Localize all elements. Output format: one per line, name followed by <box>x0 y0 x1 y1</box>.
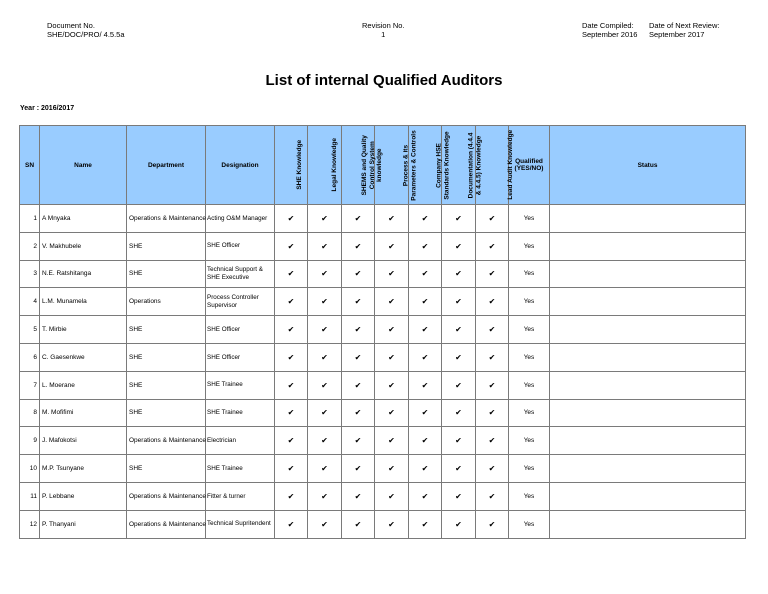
date-compiled-label: Date Compiled: <box>582 21 634 30</box>
check-icon: ✔ <box>375 399 409 427</box>
row-department: SHE <box>127 232 206 260</box>
check-icon: ✔ <box>275 288 308 316</box>
row-designation: SHE Officer <box>206 316 275 344</box>
col-process-parameters: Process & its Parameters & Controls <box>375 126 409 205</box>
table-row <box>20 232 746 260</box>
check-icon: ✔ <box>375 510 409 538</box>
check-icon: ✔ <box>308 510 342 538</box>
col-she-knowledge: SHE Knowledge <box>275 126 308 205</box>
check-icon: ✔ <box>308 232 342 260</box>
row-name: M.P. Tsunyane <box>40 455 127 483</box>
row-status <box>550 232 746 260</box>
row-name: L. Moerane <box>40 371 127 399</box>
check-icon: ✔ <box>308 427 342 455</box>
check-icon: ✔ <box>275 371 308 399</box>
row-name: V. Makhubele <box>40 232 127 260</box>
check-icon: ✔ <box>342 455 375 483</box>
check-icon: ✔ <box>442 482 476 510</box>
check-icon: ✔ <box>442 343 476 371</box>
check-icon: ✔ <box>275 427 308 455</box>
row-qualified: Yes <box>509 288 550 316</box>
row-qualified: Yes <box>509 371 550 399</box>
row-sn: 2 <box>20 232 40 260</box>
check-icon: ✔ <box>409 427 442 455</box>
row-status <box>550 205 746 233</box>
check-icon: ✔ <box>409 343 442 371</box>
row-status <box>550 482 746 510</box>
document-number-value: SHE/DOC/PRO/ 4.5.5a <box>47 30 125 39</box>
next-review-value: September 2017 <box>649 30 705 39</box>
row-designation: Technical Supritendent <box>206 510 275 538</box>
check-icon: ✔ <box>308 288 342 316</box>
check-icon: ✔ <box>375 343 409 371</box>
check-icon: ✔ <box>275 232 308 260</box>
check-icon: ✔ <box>476 316 509 344</box>
table-row <box>20 260 746 288</box>
check-icon: ✔ <box>342 399 375 427</box>
row-status <box>550 343 746 371</box>
check-icon: ✔ <box>442 399 476 427</box>
row-department: SHE <box>127 399 206 427</box>
revision-label: Revision No. <box>362 21 405 30</box>
row-department: Operations & Maintenance <box>127 427 206 455</box>
row-sn: 3 <box>20 260 40 288</box>
check-icon: ✔ <box>409 371 442 399</box>
row-designation: SHE Trainee <box>206 371 275 399</box>
row-sn: 12 <box>20 510 40 538</box>
check-icon: ✔ <box>342 510 375 538</box>
row-department: Operations <box>127 288 206 316</box>
row-qualified: Yes <box>509 316 550 344</box>
check-icon: ✔ <box>308 399 342 427</box>
check-icon: ✔ <box>476 232 509 260</box>
col-department: Department <box>127 126 206 205</box>
row-name: N.E. Ratshitanga <box>40 260 127 288</box>
check-icon: ✔ <box>342 288 375 316</box>
row-name: P. Thanyani <box>40 510 127 538</box>
check-icon: ✔ <box>442 316 476 344</box>
row-sn: 8 <box>20 399 40 427</box>
revision-value: 1 <box>381 30 386 39</box>
row-sn: 10 <box>20 455 40 483</box>
row-designation: Fitter & turner <box>206 482 275 510</box>
row-qualified: Yes <box>509 343 550 371</box>
row-qualified: Yes <box>509 205 550 233</box>
row-status <box>550 427 746 455</box>
row-department: Operations & Maintenance <box>127 510 206 538</box>
row-status <box>550 399 746 427</box>
col-designation: Designation <box>206 126 275 205</box>
date-block <box>582 21 719 39</box>
col-legal-knowledge: Legal Knowledge <box>308 126 342 205</box>
auditors-table <box>19 125 746 539</box>
check-icon: ✔ <box>476 205 509 233</box>
check-icon: ✔ <box>476 510 509 538</box>
check-icon: ✔ <box>476 260 509 288</box>
check-icon: ✔ <box>476 399 509 427</box>
col-status: Status <box>550 126 746 205</box>
row-qualified: Yes <box>509 427 550 455</box>
check-icon: ✔ <box>409 455 442 483</box>
table-header-row <box>20 126 746 205</box>
row-designation: Process Controller Supervisor <box>206 288 275 316</box>
row-status <box>550 455 746 483</box>
row-name: T. Mirbie <box>40 316 127 344</box>
check-icon: ✔ <box>442 232 476 260</box>
row-department: SHE <box>127 316 206 344</box>
check-icon: ✔ <box>342 260 375 288</box>
table-row <box>20 205 746 233</box>
row-designation: SHE Officer <box>206 343 275 371</box>
table-row <box>20 427 746 455</box>
row-name: A Mnyaka <box>40 205 127 233</box>
check-icon: ✔ <box>442 371 476 399</box>
row-department: SHE <box>127 455 206 483</box>
row-sn: 6 <box>20 343 40 371</box>
col-shems-knowledge: SHEMS and Quality Control System knowledge <box>342 126 375 205</box>
row-status <box>550 260 746 288</box>
date-compiled-value: September 2016 <box>582 30 638 39</box>
check-icon: ✔ <box>342 482 375 510</box>
check-icon: ✔ <box>375 371 409 399</box>
check-icon: ✔ <box>476 455 509 483</box>
row-qualified: Yes <box>509 399 550 427</box>
table-row <box>20 343 746 371</box>
table-row <box>20 316 746 344</box>
row-qualified: Yes <box>509 260 550 288</box>
col-name: Name <box>40 126 127 205</box>
check-icon: ✔ <box>308 343 342 371</box>
table-row <box>20 288 746 316</box>
check-icon: ✔ <box>342 232 375 260</box>
row-sn: 1 <box>20 205 40 233</box>
check-icon: ✔ <box>442 260 476 288</box>
check-icon: ✔ <box>375 482 409 510</box>
row-qualified: Yes <box>509 455 550 483</box>
check-icon: ✔ <box>409 482 442 510</box>
row-department: SHE <box>127 371 206 399</box>
col-lead-audit: Lead Audit Knowledge <box>476 126 509 205</box>
check-icon: ✔ <box>275 316 308 344</box>
check-icon: ✔ <box>275 482 308 510</box>
revision-block <box>362 21 405 39</box>
check-icon: ✔ <box>409 205 442 233</box>
check-icon: ✔ <box>308 482 342 510</box>
col-documentation: Documentation (4.4.4 & 4.4.5) Knowledge <box>442 126 476 205</box>
check-icon: ✔ <box>308 371 342 399</box>
check-icon: ✔ <box>375 288 409 316</box>
check-icon: ✔ <box>342 316 375 344</box>
row-name: M. Mofifimi <box>40 399 127 427</box>
next-review-label: Date of Next Review: <box>649 21 720 30</box>
row-sn: 9 <box>20 427 40 455</box>
check-icon: ✔ <box>409 288 442 316</box>
row-department: SHE <box>127 343 206 371</box>
check-icon: ✔ <box>375 232 409 260</box>
row-qualified: Yes <box>509 482 550 510</box>
row-qualified: Yes <box>509 510 550 538</box>
row-department: Operations & Maintenance <box>127 205 206 233</box>
check-icon: ✔ <box>409 399 442 427</box>
row-department: SHE <box>127 260 206 288</box>
table-row <box>20 399 746 427</box>
check-icon: ✔ <box>409 510 442 538</box>
check-icon: ✔ <box>275 260 308 288</box>
check-icon: ✔ <box>442 455 476 483</box>
check-icon: ✔ <box>342 343 375 371</box>
row-department: Operations & Maintenance <box>127 482 206 510</box>
row-status <box>550 371 746 399</box>
check-icon: ✔ <box>375 205 409 233</box>
row-sn: 7 <box>20 371 40 399</box>
check-icon: ✔ <box>308 316 342 344</box>
check-icon: ✔ <box>275 510 308 538</box>
col-qualified: Qualified (YES/NO) <box>509 126 550 205</box>
check-icon: ✔ <box>375 455 409 483</box>
row-designation: SHE Trainee <box>206 399 275 427</box>
row-sn: 4 <box>20 288 40 316</box>
check-icon: ✔ <box>476 482 509 510</box>
row-qualified: Yes <box>509 232 550 260</box>
check-icon: ✔ <box>375 427 409 455</box>
check-icon: ✔ <box>308 455 342 483</box>
check-icon: ✔ <box>342 371 375 399</box>
check-icon: ✔ <box>375 316 409 344</box>
row-status <box>550 510 746 538</box>
check-icon: ✔ <box>308 260 342 288</box>
row-status <box>550 316 746 344</box>
document-number-label: Document No. <box>47 21 95 30</box>
row-designation: SHE Trainee <box>206 455 275 483</box>
col-company-hse: Company HSE Standards Knowledge <box>409 126 442 205</box>
check-icon: ✔ <box>476 427 509 455</box>
row-designation: Acting O&M Manager <box>206 205 275 233</box>
page-title: List of internal Qualified Auditors <box>265 72 503 89</box>
check-icon: ✔ <box>409 232 442 260</box>
row-sn: 11 <box>20 482 40 510</box>
row-designation: Electrician <box>206 427 275 455</box>
check-icon: ✔ <box>442 510 476 538</box>
check-icon: ✔ <box>342 205 375 233</box>
row-designation: SHE Officer <box>206 232 275 260</box>
check-icon: ✔ <box>409 260 442 288</box>
row-name: C. Gaesenkwe <box>40 343 127 371</box>
row-status <box>550 288 746 316</box>
check-icon: ✔ <box>476 288 509 316</box>
check-icon: ✔ <box>375 260 409 288</box>
col-sn: SN <box>20 126 40 205</box>
check-icon: ✔ <box>442 427 476 455</box>
check-icon: ✔ <box>476 371 509 399</box>
check-icon: ✔ <box>275 343 308 371</box>
document-number-block <box>47 21 125 39</box>
year-label: Year : 2016/2017 <box>20 105 75 112</box>
row-name: P. Lebbane <box>40 482 127 510</box>
check-icon: ✔ <box>275 455 308 483</box>
table-row <box>20 510 746 538</box>
check-icon: ✔ <box>409 316 442 344</box>
row-sn: 5 <box>20 316 40 344</box>
check-icon: ✔ <box>308 205 342 233</box>
check-icon: ✔ <box>275 399 308 427</box>
table-row <box>20 371 746 399</box>
check-icon: ✔ <box>342 427 375 455</box>
check-icon: ✔ <box>442 288 476 316</box>
row-designation: Technical Support & SHE Executive <box>206 260 275 288</box>
check-icon: ✔ <box>275 205 308 233</box>
table-row <box>20 455 746 483</box>
check-icon: ✔ <box>476 343 509 371</box>
table-row <box>20 482 746 510</box>
check-icon: ✔ <box>442 205 476 233</box>
row-name: L.M. Munamela <box>40 288 127 316</box>
row-name: J. Mafokotsi <box>40 427 127 455</box>
